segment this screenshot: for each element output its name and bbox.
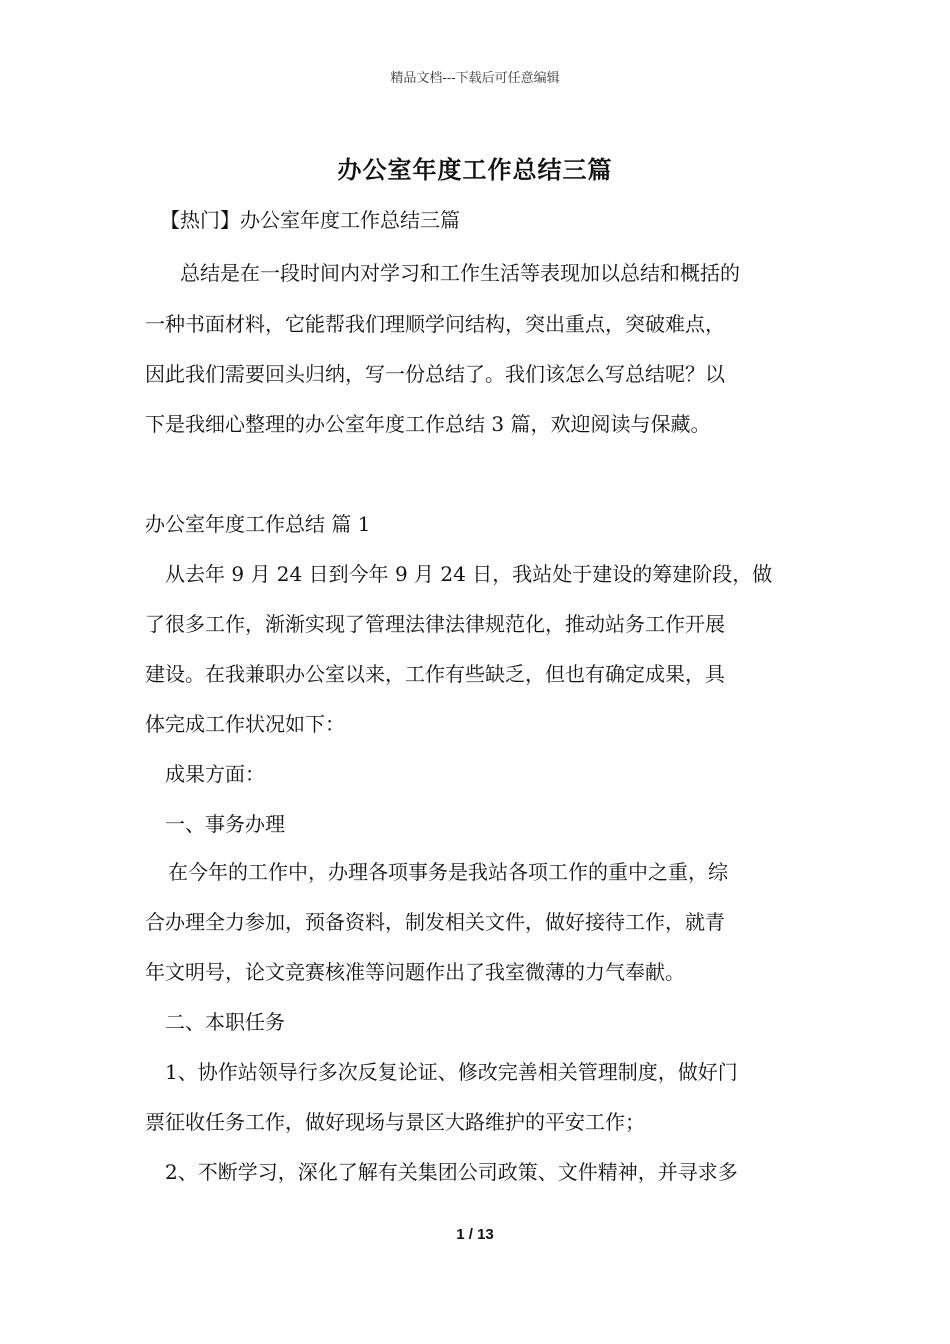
list-item: 2、不断学习，深化了解有关集团公司政策、文件精神，并寻求多 <box>165 1160 738 1184</box>
paragraph-line: 了很多工作，渐渐实现了管理法律法律规范化，推动站务工作开展 <box>145 612 725 636</box>
page-number: 1 / 13 <box>456 1226 494 1243</box>
paragraph-line: 建设。在我兼职办公室以来，工作有些缺乏，但也有确定成果，具 <box>145 662 725 686</box>
paragraph-line: 合办理全力参加，预备资料，制发相关文件，做好接待工作，就青 <box>145 910 725 934</box>
intro-line-4: 下是我细心整理的办公室年度工作总结 3 篇，欢迎阅读与保藏。 <box>145 412 711 436</box>
section-heading-1: 办公室年度工作总结 篇 1 <box>145 512 371 536</box>
list-item: 1、协作站领导行多次反复论证、修改完善相关管理制度，做好门 <box>165 1060 738 1084</box>
intro-line-1: 总结是在一段时间内对学习和工作生活等表现加以总结和概括的 <box>180 261 740 285</box>
header-note: 精品文档---下载后可任意编辑 <box>390 71 560 86</box>
intro-line-2: 一种书面材料，它能帮我们理顺学问结构，突出重点，突破难点， <box>145 312 725 336</box>
document-title: 办公室年度工作总结三篇 <box>337 155 613 184</box>
achievements-heading: 成果方面： <box>165 762 265 786</box>
paragraph-line: 年文明号，论文竞赛核准等问题作出了我室微薄的力气奉献。 <box>145 960 685 984</box>
paragraph-line: 体完成工作状况如下： <box>145 712 345 736</box>
subheading-duties: 二、本职任务 <box>165 1010 285 1034</box>
paragraph-line: 从去年 9 月 24 日到今年 9 月 24 日，我站处于建设的筹建阶段，做 <box>165 562 773 586</box>
intro-line-3: 因此我们需要回头归纳，写一份总结了。我们该怎么写总结呢？以 <box>145 362 725 386</box>
subheading-affairs: 一、事务办理 <box>165 812 285 836</box>
list-item-continuation: 票征收任务工作，做好现场与景区大路维护的平安工作； <box>145 1110 645 1134</box>
hot-subtitle: 【热门】办公室年度工作总结三篇 <box>160 208 460 232</box>
paragraph-line: 在今年的工作中，办理各项事务是我站各项工作的重中之重，综 <box>168 860 728 884</box>
